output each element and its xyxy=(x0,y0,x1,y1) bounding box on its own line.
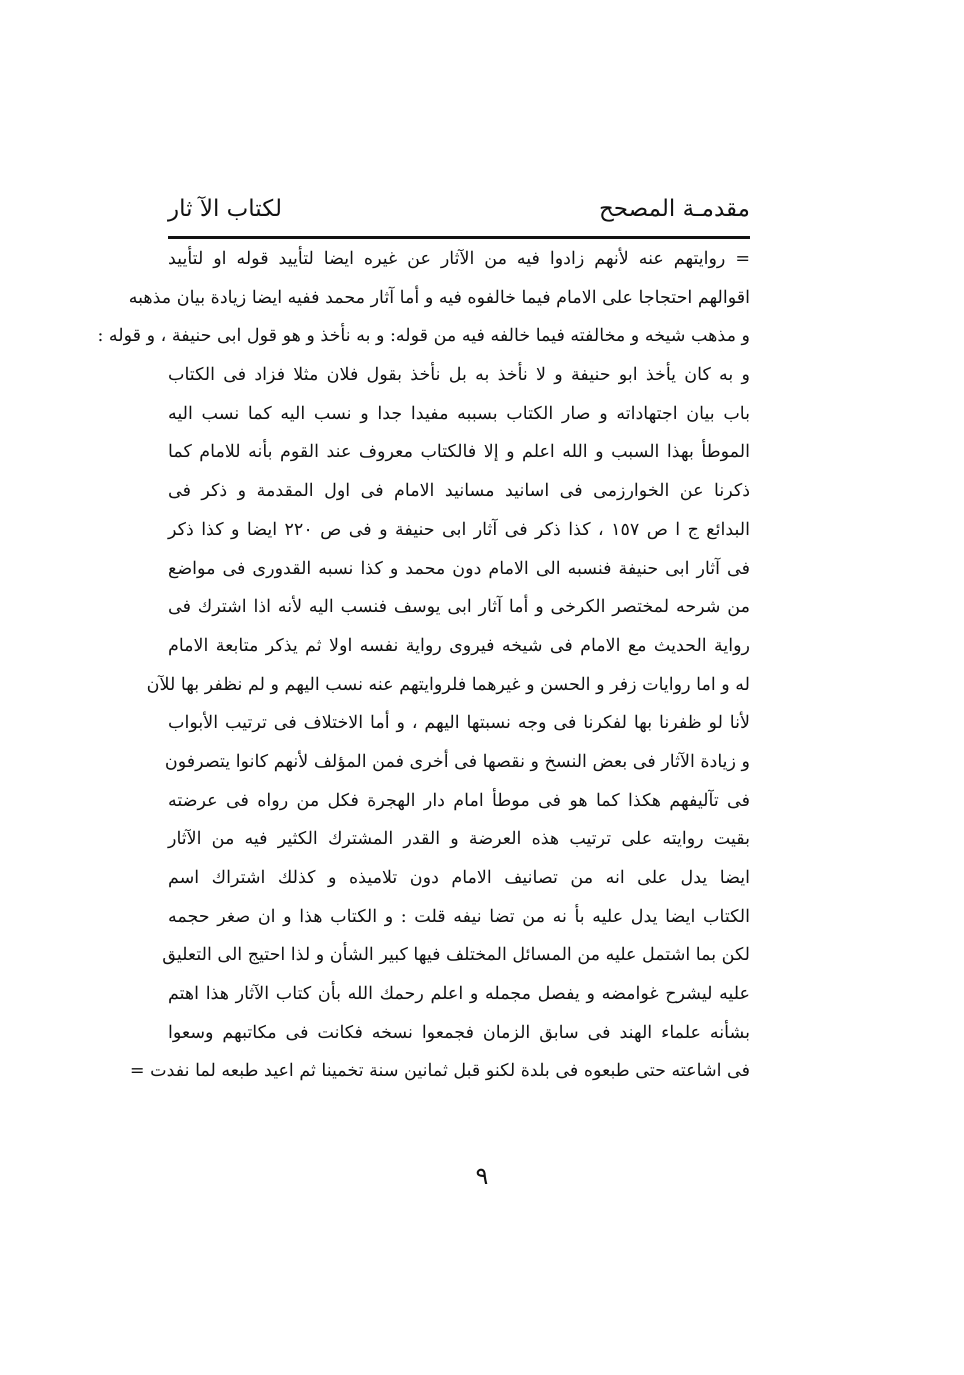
text-line: اقوالهم احتجاجا على الامام فيما خالفوه فيه و أما آثار محمد ففيه ايضا زيادة بيان مذهبه xyxy=(128,287,750,308)
text-line: و مذهب شيخه و مخالفته فيما خالفه فيه من قوله: و به نأخذ و هو قول ابى حنيفة ، و قوله : xyxy=(97,326,750,347)
text-line: فى تآليفهم هكذا كما هو فى موطأ امام دار الهجرة فكل من رواه فى عرضته xyxy=(168,790,750,811)
text-line: لأنا لو ظفرنا بها لفكرنا فى وجه نسبتها اليهم ، و أما الاختلاف فى ترتيب الأبواب xyxy=(168,713,750,734)
text-line: و به كان يأخذ ابو حنيفة و لا نأخذ به بل نأخذ بقول فلان مثلا فزاد فى الكتاب xyxy=(168,365,750,386)
text-line: الكتاب ايضا يدل عليه بأ نه من تضا نيفه قلت : و الكتاب هذا و ان صغر حجمه xyxy=(168,906,750,927)
text-line: ايضا يدل على انه من تصانيف الامام دون تلاميذه و كذلك اشتراك اسم xyxy=(168,868,750,888)
text-line: فى اشاعته حتى طبعوه فى بلدة لكنو قبل ثمانين سنة تخمينا ثم اعيد طبعه لما نفدت = xyxy=(129,1061,750,1082)
page-number: ٩ xyxy=(475,1162,489,1190)
book-title: لكتاب الآ ثار xyxy=(168,196,282,222)
text-line: رواية الحديث مع الامام فى شيخه فيروى رواية نفسه اولا ثم يذكر متابعة الامام xyxy=(168,635,750,656)
text-line: و زيادة الآثار فى بعض النسخ و نقصها فى أخرى فمن المؤلف لأنهم كانوا يتصرفون xyxy=(164,751,750,772)
text-line: الموطأ بهذا السبب و الله اعلم و إلا فالكتاب معروف عند القوم بأنه للامام كما xyxy=(168,442,750,463)
text-line: = روايتهم عنه لأنهم زادوا فيه من الآثار عن غيره ايضا لتأييد قوله او لتأييد xyxy=(168,249,750,269)
text-line: باب بيان اجتهاداته و صار الكتاب بسببه مفيدا جدا و نسب اليه كما نسب اليه xyxy=(168,403,750,424)
text-line: فى آثار ابى حنيفة فنسبه الى الامام دون محمد و كذا نسبه القدورى فى مواضع xyxy=(168,558,750,579)
text-line: من شرحه لمختصر الكرخى و أما آثار ابى يوسف فنسب اليه لأنه اذا اشترك فى xyxy=(168,597,750,618)
header-rule xyxy=(168,236,750,239)
text-line: بقيت روايته على ترتيب هذه العرضة و القدر المشترك الكثير فيه من الآثار xyxy=(168,829,750,850)
text-line: عليه ليشرح غوامضه و يفصل مجمله و اعلم رحمك الله بأن كتاب الآثار هذا اهتم xyxy=(168,984,750,1005)
text-line: له و اما روايات زفر و الحسن و غيرهما فلروايتهم عنه نسب اليهم و لم نظفر بها للآن xyxy=(146,674,750,695)
text-line: لكن بما اشتمل عليه من المسائل المختلف فيها كبير الشأن و لذا احتيج الى التعليق xyxy=(162,945,750,966)
section-title: مقدمـة المصحح xyxy=(598,196,750,222)
text-line: البدائع ج ا ص ١٥٧ ، كذا ذكر فى آثار ابى حنيفة و فى ص ٢٢٠ ايضا و كذا ذكر xyxy=(168,519,750,540)
body-text xyxy=(97,240,750,1091)
page-header xyxy=(168,196,750,236)
text-line: بشأنه علماء الهند فى سابق الزمان فجمعوا نسخه فكانت فى مكاتبهم وسعوا xyxy=(168,1022,750,1043)
text-line: ذكرنا عن الخوارزمى فى اسانيد مسانيد الامام فى اول المقدمة و ذكر فى xyxy=(168,481,750,502)
